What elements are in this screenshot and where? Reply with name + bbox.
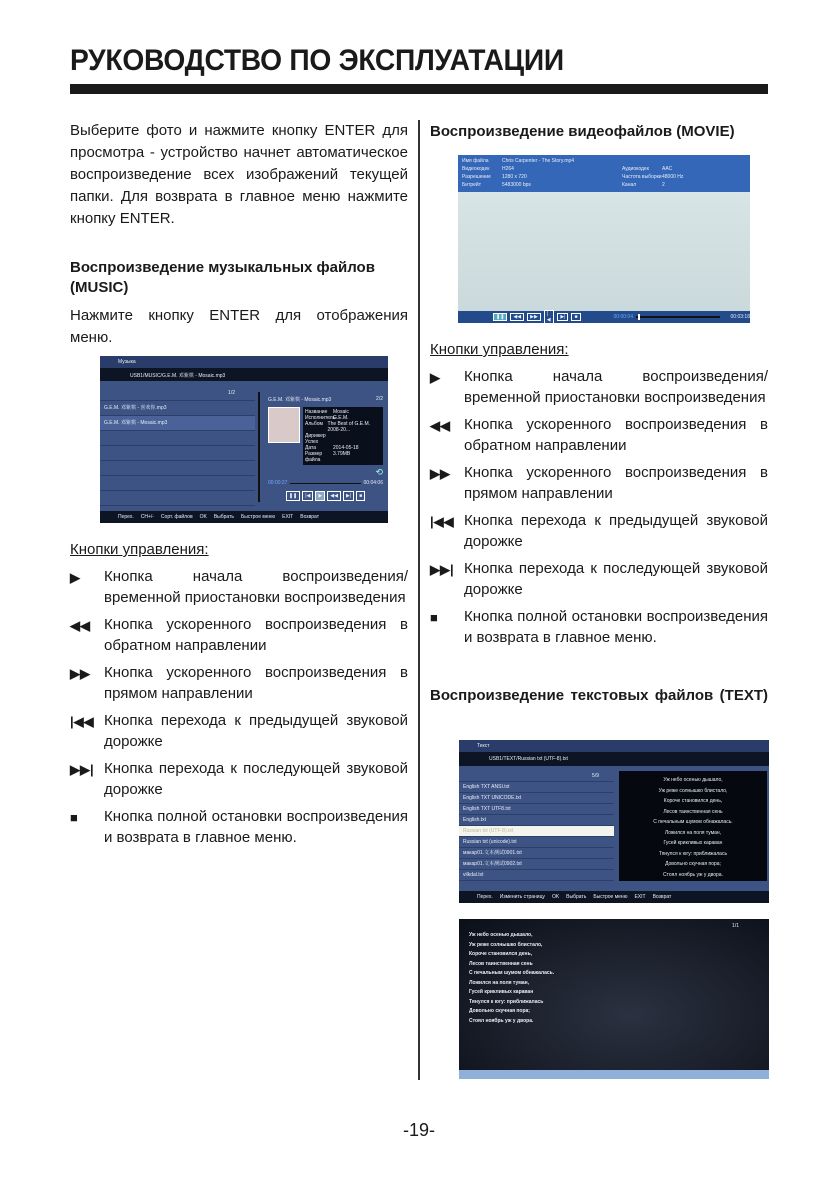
movie-info-left xyxy=(462,157,602,190)
footer-hint: Возврат xyxy=(300,514,319,520)
left-controls-heading: Кнопки управления: xyxy=(70,541,209,558)
poem-line: Уж реже солнышко блистало, xyxy=(469,941,543,948)
stop-icon: ■ xyxy=(430,610,438,625)
poem-line: Короче становился день, xyxy=(663,798,723,804)
rewind-icon[interactable]: ◀◀ xyxy=(327,491,341,501)
movie-heading: Воспроизведение видеофайлов (MOVIE) xyxy=(430,123,735,140)
previous-track-icon: |◀◀ xyxy=(430,514,454,529)
list-item[interactable]: English TXT UNICODE.txt xyxy=(459,793,614,804)
info-row xyxy=(622,173,746,181)
text-fullscreen-screenshot xyxy=(459,919,769,1079)
info-value: H264 xyxy=(502,166,514,172)
text-count: 5/9 xyxy=(459,771,614,782)
footer-hint: EXIT xyxy=(634,894,646,900)
info-label: Битрейт xyxy=(462,182,482,188)
poem-line: Тянулся к югу: приближалась xyxy=(469,998,544,1005)
control-item xyxy=(430,558,768,600)
info-value: The Best of G.E.M. 2008-20... xyxy=(327,421,371,433)
movie-info-right xyxy=(622,157,746,190)
control-description: Кнопка перехода к последующей звуковой дорожке xyxy=(464,560,768,598)
control-description: Кнопка ускоренного воспроизведения в прямом направлении xyxy=(104,664,408,702)
info-label: Размер файла xyxy=(305,451,323,463)
stop-icon[interactable]: ■ xyxy=(356,491,365,501)
control-description: Кнопка ускоренного воспроизведения в обратном направлении xyxy=(464,416,768,454)
info-label: Разрешение xyxy=(462,174,491,180)
progress-bar[interactable] xyxy=(290,483,360,484)
control-item xyxy=(430,414,768,456)
list-item[interactable]: макар01.文本测试0902.txt xyxy=(459,859,614,870)
poem-line: Довольно скучная пора; xyxy=(665,861,721,867)
poem-line: Ложился на поля туман, xyxy=(664,829,722,836)
control-description: Кнопка полной остановки воспроизведения и возврата в главное меню. xyxy=(104,808,408,846)
movie-screenshot xyxy=(458,155,750,323)
poem-line: Стоял ноябрь уж у двора. xyxy=(663,871,723,878)
time-current: 00:00:04 xyxy=(613,314,633,320)
text-path: USB1/TEXT/Russian txt (UTF-8).txt xyxy=(459,752,769,766)
poem-line: Уж небо осенью дышало, xyxy=(663,777,723,783)
time-total: 00:03:18 xyxy=(730,314,750,320)
text-preview xyxy=(619,771,767,881)
control-description: Кнопка ускоренного воспроизведения в прямом направлении xyxy=(464,464,768,502)
poem-line: С печальным шумом обнажалась. xyxy=(653,819,733,825)
info-value: G.E.M. xyxy=(333,415,349,421)
info-row xyxy=(622,165,746,173)
info-label: Дата xyxy=(305,445,317,451)
list-item[interactable]: G.E.M. 邓紫棋 - Mosaic.mp3 xyxy=(100,416,255,431)
footer-hint: Быстрое меню xyxy=(593,894,628,900)
list-item[interactable]: G.E.M. 邓紫棋 - 喜欢你.mp3 xyxy=(100,401,255,416)
control-item xyxy=(70,566,408,608)
footer-hint: Выбрать xyxy=(213,514,234,520)
poem-line: С печальным шумом обнажалась. xyxy=(469,970,555,976)
info-value: Chris Carpenter - The Story.mp4 xyxy=(502,158,575,164)
info-label: Аудиокодек xyxy=(622,166,649,172)
fast-forward-icon: ▶▶ xyxy=(430,466,450,481)
info-value: 5483000 bps xyxy=(502,182,531,188)
control-description: Кнопка начала воспроизведения/временной приостановки воспроизведения xyxy=(464,368,768,406)
list-item[interactable]: vilkdal.txt xyxy=(459,870,614,881)
track-info xyxy=(303,407,383,465)
pause-icon[interactable]: ❚❚ xyxy=(493,313,507,321)
next-track-icon[interactable]: ▶| xyxy=(343,491,354,501)
time-current: 00:00:27 xyxy=(268,480,288,486)
music-heading: Воспроизведение музыкальных файлов (MUSIC) xyxy=(70,259,375,296)
control-description: Кнопка начала воспроизведения/временной приостановки воспроизведения xyxy=(104,568,408,606)
footer-hint: Перех. xyxy=(477,894,493,900)
info-label: Частота выборки xyxy=(622,174,662,180)
rewind-icon: ◀◀ xyxy=(430,418,450,433)
list-item[interactable]: English.txt xyxy=(459,815,614,826)
info-label: Видеокодек xyxy=(462,166,490,172)
title-rule xyxy=(70,84,768,94)
control-item xyxy=(430,510,768,552)
info-label: Имя файла xyxy=(462,158,489,164)
info-row xyxy=(305,421,381,433)
footer-hint: Сорт. файлов xyxy=(160,514,193,520)
play-icon[interactable]: ▶ xyxy=(315,491,325,501)
info-row xyxy=(622,181,746,189)
control-description: Кнопка перехода к предыдущей звуковой дорожке xyxy=(104,712,408,750)
fast-forward-icon: ▶▶ xyxy=(70,666,90,681)
rewind-icon: ◀◀ xyxy=(70,618,90,633)
info-label: Исполнитель xyxy=(305,415,336,421)
control-description: Кнопка полной остановки воспроизведения и возврата в главное меню. xyxy=(464,608,768,646)
poem-line: Уж небо осенью дышало, xyxy=(469,932,533,938)
footer-hint: Выбрать xyxy=(566,894,587,900)
fast-forward-icon[interactable]: ▶▶ xyxy=(527,313,541,321)
music-count: 1/2 xyxy=(228,390,235,396)
control-item xyxy=(430,366,768,408)
hint-bar xyxy=(459,1070,769,1079)
poem-line: Довольно скучная пора; xyxy=(469,1008,530,1014)
music-screen-title: Музыка xyxy=(100,356,388,368)
text-screenshot xyxy=(459,740,769,903)
previous-track-icon[interactable]: |◀ xyxy=(544,310,555,323)
poem-line: Гусей крикливых караван xyxy=(469,989,534,995)
text-fullscreen-content xyxy=(469,931,554,1026)
control-item xyxy=(70,758,408,800)
next-track-icon: ▶▶| xyxy=(70,762,94,777)
poem-line: Короче становился день, xyxy=(469,951,533,957)
footer-hint: OK xyxy=(551,894,560,900)
info-value: AAC xyxy=(662,166,673,172)
stop-icon[interactable]: ■ xyxy=(571,313,580,321)
info-value: 48000 Hz xyxy=(662,174,684,180)
previous-track-icon: |◀◀ xyxy=(70,714,94,729)
poem-line: Тянулся к югу: приближалась xyxy=(658,850,728,857)
info-row xyxy=(462,157,602,165)
text-heading: Воспроизведение текстовых файлов (TEXT) xyxy=(430,687,768,704)
page-title: РУКОВОДСТВО ПО ЭКСПЛУАТАЦИИ xyxy=(70,44,564,77)
control-item xyxy=(70,710,408,752)
info-label: Канал xyxy=(622,182,637,188)
info-value: 2014-05-18 xyxy=(333,445,359,451)
stop-icon: ■ xyxy=(70,810,78,825)
time-total: 00:04:06 xyxy=(363,480,383,486)
rewind-icon[interactable]: ◀◀ xyxy=(510,313,524,321)
next-track-icon[interactable]: ▶| xyxy=(557,313,568,321)
now-count: 2/2 xyxy=(376,396,383,402)
control-description: Кнопка перехода к последующей звуковой дорожке xyxy=(104,760,408,798)
poem-line: Стоял ноябрь уж у двора. xyxy=(469,1017,534,1024)
info-value: 3.79MB xyxy=(333,451,351,457)
control-description: Кнопка ускоренного воспроизведения в обратном направлении xyxy=(104,616,408,654)
info-label: Дирижер xyxy=(305,433,326,439)
control-item xyxy=(70,614,408,656)
footer-hint: EXIT xyxy=(282,514,294,520)
progress-bar[interactable] xyxy=(636,316,720,318)
text-screen-title: Текст xyxy=(459,740,769,752)
control-item xyxy=(430,462,768,504)
right-controls-heading: Кнопки управления: xyxy=(430,341,569,358)
next-track-icon: ▶▶| xyxy=(430,562,454,577)
footer-hint: OK xyxy=(199,514,207,520)
poem-line: Лесов таинственная сень xyxy=(663,808,723,815)
page-number: -19- xyxy=(402,1120,435,1140)
photo-paragraph: Выберите фото и нажмите кнопку ENTER для просмотра - устройство начнет автоматическое воспроизведение всех изображений текущей папки. Для возврата в главное меню нажмите кнопку ENTER. xyxy=(70,122,408,227)
now-playing: G.E.M. 邓紫棋 - Mosaic.mp3 xyxy=(268,397,332,403)
poem-line: Гусей крикливых караван xyxy=(663,840,723,846)
footer-hint: Перех. xyxy=(118,514,134,520)
poem-line: Уж реже солнышко блистало, xyxy=(658,787,728,794)
footer-hint: Изменить страницу xyxy=(499,894,545,900)
control-item xyxy=(70,662,408,704)
music-paragraph: Нажмите кнопку ENTER для отображения меню. xyxy=(70,307,408,346)
info-row xyxy=(462,173,602,181)
list-item[interactable]: макар01.文本测试0901.txt xyxy=(459,848,614,859)
play-icon: ▶ xyxy=(430,370,440,385)
music-path: USB1/MUSIC/G.E.M. 邓紫棋 - Mosaic.mp3 xyxy=(100,368,388,381)
footer-hint: Быстрое меню xyxy=(240,514,276,520)
right-controls-list xyxy=(430,366,768,654)
pause-icon[interactable]: ❚❚ xyxy=(286,491,300,501)
poem-line: Ложился на поля туман, xyxy=(469,979,530,986)
info-row xyxy=(305,451,381,463)
list-item[interactable]: Russian txt (unicode).txt xyxy=(459,837,614,848)
music-screenshot xyxy=(100,356,388,523)
play-icon: ▶ xyxy=(70,570,80,585)
info-row xyxy=(462,165,602,173)
footer-hint: Возврат xyxy=(652,894,672,900)
footer-hint: CH+/- xyxy=(140,514,154,520)
info-row xyxy=(462,181,602,189)
control-description: Кнопка перехода к предыдущей звуковой дорожке xyxy=(464,512,768,550)
left-controls-list xyxy=(70,566,408,854)
list-item[interactable]: English TXT UTF8.txt xyxy=(459,804,614,815)
previous-track-icon[interactable]: |◀ xyxy=(302,491,313,501)
album-art xyxy=(268,407,300,443)
info-value: 1280 x 720 xyxy=(502,174,527,180)
info-label: Успех xyxy=(305,439,319,445)
info-label: Альбом xyxy=(305,421,323,427)
control-item xyxy=(70,806,408,848)
info-value: Mosaic xyxy=(333,409,349,415)
column-divider xyxy=(418,120,420,1080)
info-label: Название xyxy=(305,409,328,415)
footer-hints xyxy=(459,891,769,903)
list-item[interactable]: Russian txt (UTF-8).txt xyxy=(459,826,614,837)
scrollbar[interactable] xyxy=(258,392,260,502)
list-item[interactable]: English TXT ANSI.txt xyxy=(459,782,614,793)
repeat-icon[interactable]: ⟲ xyxy=(375,467,383,477)
footer-hints xyxy=(100,511,388,523)
page-indicator: 1/1 xyxy=(732,923,739,929)
control-item xyxy=(430,606,768,648)
poem-line: Лесов таинственная сень xyxy=(469,960,533,967)
info-value: 2 xyxy=(662,182,665,188)
